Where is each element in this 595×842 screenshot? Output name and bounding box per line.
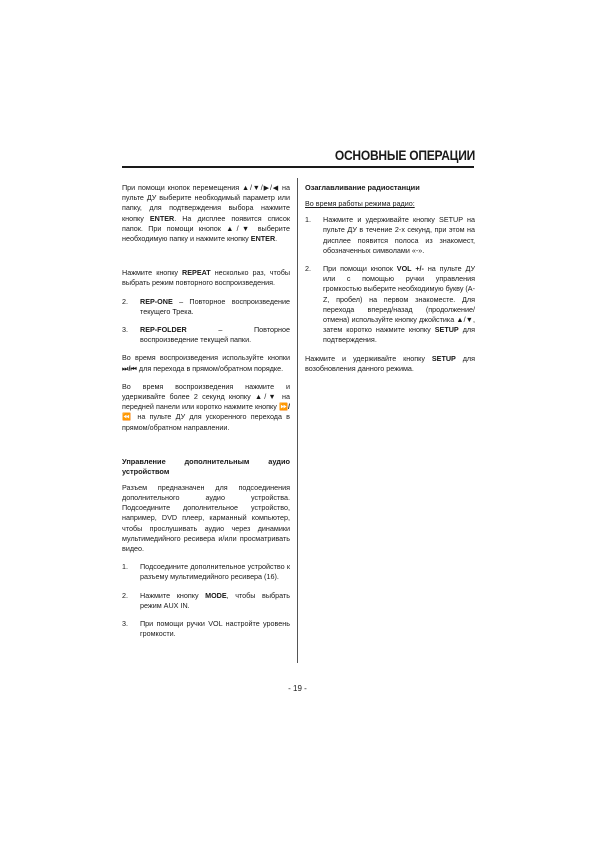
list-item <box>122 619 290 639</box>
up-down-arrows-icon: ▲/▼ <box>254 392 278 402</box>
text: для перехода в прямом/обратном порядке. <box>136 363 284 373</box>
item-number: 2. <box>122 296 128 306</box>
item-number: 2. <box>122 590 128 600</box>
setup-key: SETUP <box>431 353 456 363</box>
enter-key: ENTER <box>149 213 175 223</box>
navigation-paragraph <box>122 183 290 244</box>
text: . <box>275 234 278 244</box>
text: , чтобы выбрать режим AUX IN. <box>140 590 290 610</box>
text: на передней панели или коротко нажмите кнопку <box>122 392 290 412</box>
left-column <box>122 183 290 648</box>
text: Нажмите кнопку <box>122 268 183 278</box>
text: Нажмите и удерживайте кнопку <box>305 353 432 363</box>
text: . На дисплее появится список папок. При помощи кнопок <box>122 213 290 233</box>
radio-mode-subheading: Во время работы режима радио: <box>305 199 415 208</box>
skip-paragraph <box>122 353 290 373</box>
page-title: ОСНОВНЫЕ ОПЕРАЦИИ <box>334 147 475 163</box>
arrow-buttons-icon: ▲/▼/▶/◀ <box>241 183 280 192</box>
radio-naming-heading: Озаглавливание радиостанции <box>305 183 420 192</box>
text: на пульте ДУ для ускоренного перехода в прямом/обратном направлении. <box>122 412 290 432</box>
item-number: 1. <box>122 562 128 572</box>
final-paragraph <box>305 354 475 374</box>
text: При помощи ручки VOL настройте уровень громкости. <box>140 619 290 639</box>
list-item <box>122 297 290 317</box>
enter-key: ENTER <box>250 234 276 244</box>
right-column <box>305 183 475 382</box>
text: – Повторное воспроизведение текущей папки. <box>140 325 290 345</box>
rep-folder-key: REP-FOLDER <box>140 325 187 335</box>
repeat-key: REPEAT <box>182 268 211 278</box>
up-down-arrows-icon: ▲/▼ <box>456 315 473 325</box>
fast-forward-rewind-icon: ⏩/⏪ <box>122 402 290 422</box>
up-down-arrows-icon: ▲/▼ <box>226 223 253 233</box>
list-item <box>122 325 290 345</box>
list-item <box>122 562 290 582</box>
text: на пульте ДУ выберите необходимый параметр или папку, для подтверждения выбора нажмите кнопку <box>122 183 290 223</box>
aux-heading: Управление дополнительным аудио устройством <box>122 456 290 476</box>
page-number: - 19 - <box>288 684 307 693</box>
item-number: 1. <box>305 215 311 225</box>
text: – Повторное воспроизведение текущего Трека. <box>140 296 290 316</box>
item-number: 3. <box>122 325 128 335</box>
list-item <box>305 215 475 256</box>
title-rule <box>122 166 474 168</box>
aux-intro: Разъем предназначен для подсоединения дополнительного аудио устройства. Подсоедините дополнительное устройство, например, DVD плеер, карманный компьютер, чтобы прослушивать аудио через динамики мультимедийного ресивера и/или просматривать видео. <box>122 482 290 554</box>
text: выберите необходимую папку и нажмите кнопку <box>122 223 290 244</box>
skip-track-icon: ⏭/⏮ <box>122 363 137 373</box>
setup-key: SETUP <box>434 325 459 335</box>
text: на пульте ДУ или с помощью ручки управления громкостью выберите необходимую букву (A-Z, пробел) на первом знакоместе. Для перехода вперед/назад (продолжение/отмена) используйте кнопку джойстика <box>323 264 476 325</box>
repeat-paragraph <box>122 268 290 288</box>
text: Нажмите кнопку <box>140 590 206 600</box>
list-item <box>122 591 290 611</box>
text: для подтверждения. <box>323 325 476 345</box>
mode-key: MODE <box>205 590 227 600</box>
column-divider <box>297 178 298 663</box>
text: несколько раз, чтобы выбрать режим повторного воспроизведения. <box>122 268 290 288</box>
text: Во время воспроизведения используйте кнопки <box>122 353 290 363</box>
text: Подсоедините дополнительное устройство к разъему мультимедийного ресивера (16). <box>140 562 290 582</box>
item-number: 3. <box>122 619 128 629</box>
text: Нажмите и удерживайте кнопку SETUP на пульте ДУ в течение 2-х секунд, при этом на дисплее появится полоса из знакомест, обозначенных символами «-». <box>323 215 475 255</box>
text: При помощи кнопок перемещения <box>122 183 242 192</box>
item-number: 2. <box>305 264 311 274</box>
text: для возобновления данного режима. <box>305 353 476 373</box>
vol-key: VOL +/- <box>396 264 424 274</box>
list-item <box>305 264 475 346</box>
fast-forward-paragraph <box>122 382 290 433</box>
rep-one-key: REP-ONE <box>140 296 173 306</box>
text: Во время воспроизведения нажмите и удерживайте более 2 секунд кнопку <box>122 381 290 402</box>
text: , затем коротко нажмите кнопку <box>323 315 475 335</box>
text: При помощи кнопок <box>323 264 397 274</box>
